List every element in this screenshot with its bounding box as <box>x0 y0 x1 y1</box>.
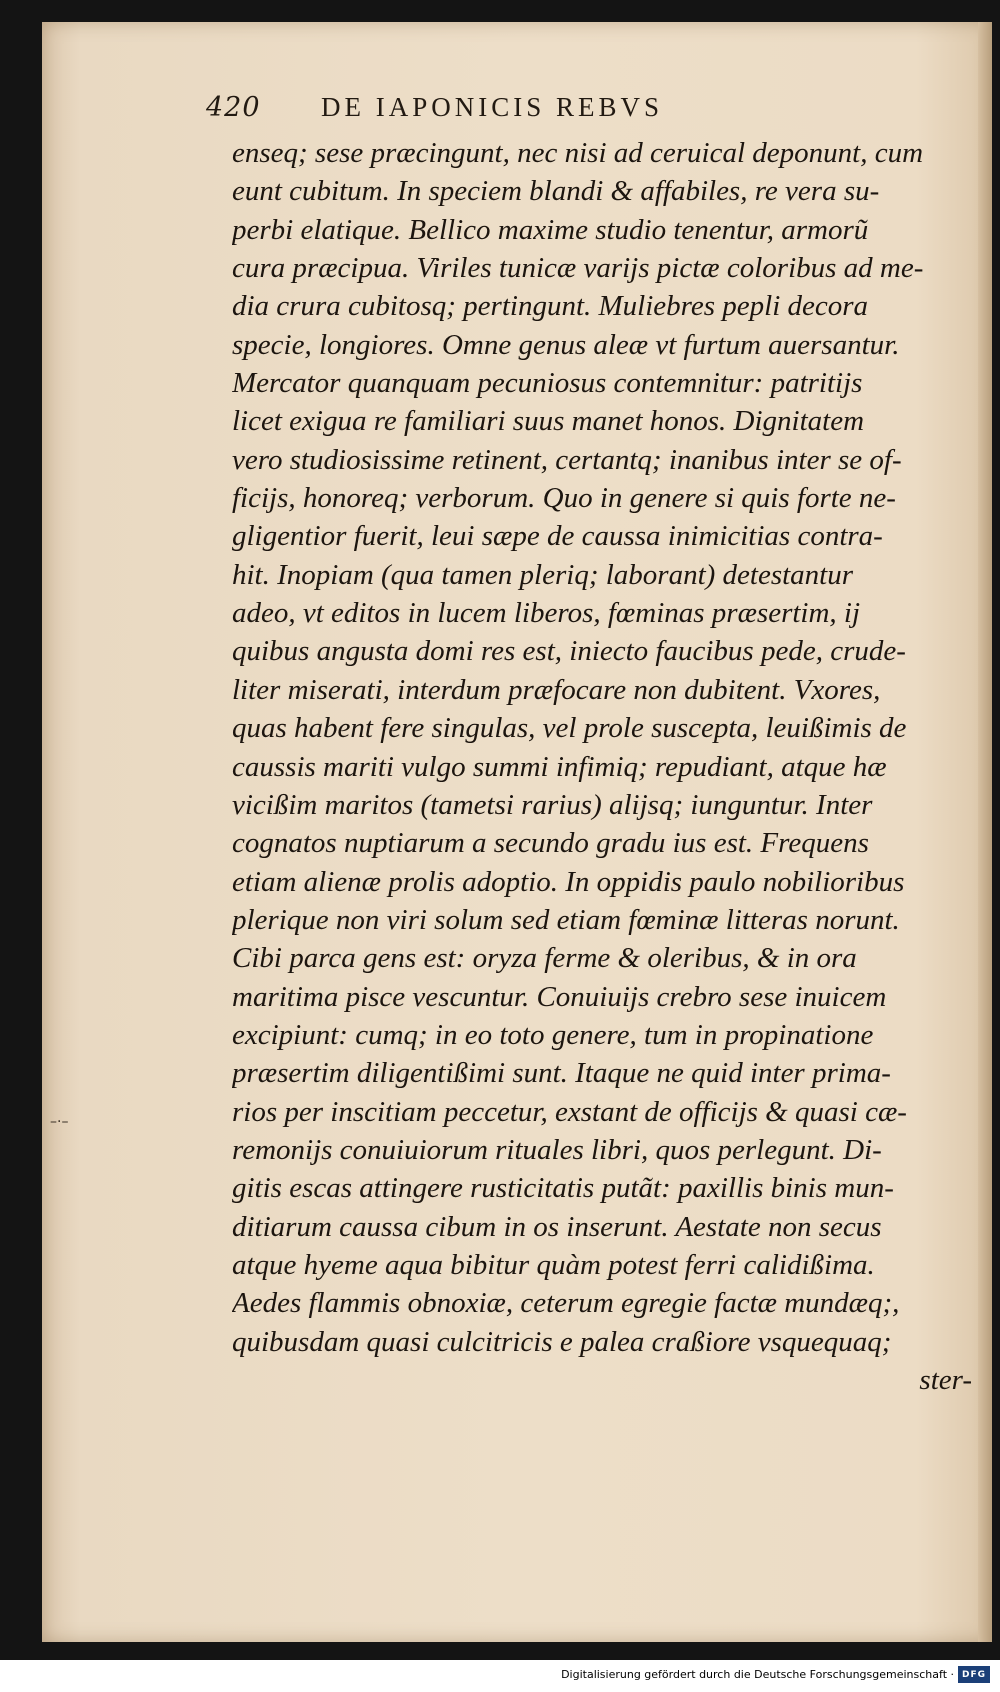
text-line: plerique non viri solum sed etiam fœminæ litteras norunt. <box>232 903 900 936</box>
page-number: 420 <box>206 92 261 123</box>
text-line: excipiunt: cumq; in eo toto genere, tum in propinatione <box>232 1018 874 1051</box>
text-line: licet exigua re familiari suus manet honos. Dignitatem <box>232 405 865 438</box>
text-line: Mercator quanquam pecuniosus contemnitur: patritijs <box>232 367 863 400</box>
text-line: remonijs conuiuiorum rituales libri, quos perlegunt. Di- <box>232 1133 882 1166</box>
text-line: atque hyeme aqua bibitur quàm potest ferri calidißima. <box>232 1248 875 1281</box>
body-text <box>232 134 972 1399</box>
text-line: enseq; sese præcingunt, nec nisi ad ceruical deponunt, cum <box>232 137 924 169</box>
text-line: ditiarum caussa cibum in os inserunt. Aestate non secus <box>232 1210 882 1243</box>
footer-bar <box>0 1660 1000 1692</box>
funding-credit: Digitalisierung gefördert durch die Deutsche Forschungsgemeinschaft · <box>561 1668 954 1681</box>
margin-mark: –·– <box>50 1114 69 1130</box>
text-line: caussis mariti vulgo summi infimiq; repudiant, atque hæ <box>232 750 887 783</box>
text-line: quibusdam quasi culcitricis e palea craßiore vsquequaq; <box>232 1325 892 1358</box>
text-line: quibus angusta domi res est, iniecto faucibus pede, crude- <box>232 635 906 668</box>
running-title: DE IAPONICIS REBVS <box>321 92 664 122</box>
page-header <box>206 92 846 132</box>
text-line: eunt cubitum. In speciem blandi & affabiles, re vera su- <box>232 175 880 208</box>
text-line: maritima pisce vescuntur. Conuiuijs crebro sese inuicem <box>232 980 887 1013</box>
text-line: gligentior fuerit, leui sæpe de caussa inimicitias contra- <box>232 520 883 553</box>
text-line: Cibi parca gens est: oryza ferme & oleribus, & in ora <box>232 942 857 975</box>
page-edge <box>978 22 992 1642</box>
catchword: ster- <box>919 1364 972 1396</box>
text-line: quas habent fere singulas, vel prole suscepta, leuißimis de <box>232 712 907 745</box>
text-line: etiam alienæ prolis adoptio. In oppidis paulo nobilioribus <box>232 865 905 898</box>
text-line: cognatos nuptiarum a secundo gradu ius est. Frequens <box>232 827 869 860</box>
text-line: vero studiosissime retinent, certantq; inanibus inter se of- <box>232 443 902 476</box>
text-line: præsertim diligentißimi sunt. Itaque ne quid inter prima- <box>232 1057 891 1090</box>
text-line: ficijs, honoreq; verborum. Quo in genere si quis forte ne- <box>232 482 896 515</box>
text-line: vicißim maritos (tametsi rarius) alijsq; iunguntur. Inter <box>232 788 873 821</box>
text-line: adeo, vt editos in lucem liberos, fœminas præsertim, ij <box>232 597 861 630</box>
dfg-logo-icon: DFG <box>958 1666 990 1683</box>
text-line: gitis escas attingere rusticitatis putãt: paxillis binis mun- <box>232 1172 894 1205</box>
text-line: rios per inscitiam peccetur, exstant de officijs & quasi cæ- <box>232 1095 907 1128</box>
text-line: cura præcipua. Viriles tunicæ varijs pictæ coloribus ad me- <box>232 252 924 285</box>
text-line: dia crura cubitosq; pertingunt. Muliebres pepli decora <box>232 290 869 323</box>
text-line: specie, longiores. Omne genus aleæ vt furtum auersantur. <box>232 328 900 361</box>
text-line: perbi elatique. Bellico maxime studio tenentur, armorũ <box>232 213 869 246</box>
text-line: hit. Inopiam (qua tamen pleriq; laborant) detestantur <box>232 558 854 591</box>
text-line: Aedes flammis obnoxiæ, ceterum egregie factæ mundæq;, <box>232 1287 900 1320</box>
text-line: liter miserati, interdum præfocare non dubitent. Vxores, <box>232 673 881 706</box>
